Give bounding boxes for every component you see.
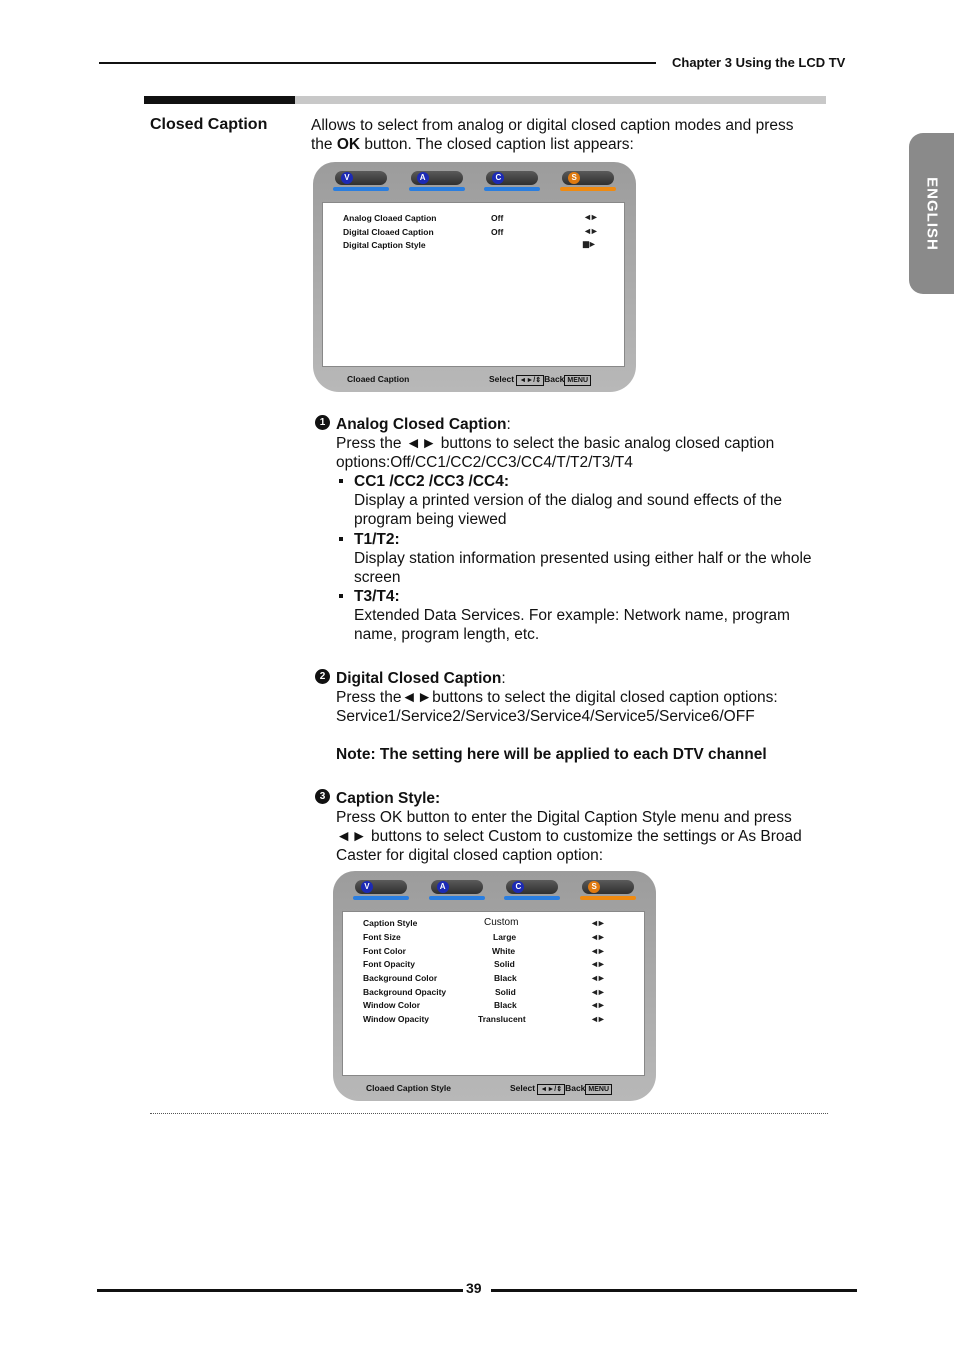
bullet: [339, 537, 343, 541]
footer-rule-right: [491, 1289, 857, 1292]
sub-item-text: Display station information presented using either half or the whole: [354, 550, 812, 567]
sub-item-title: T1/T2:: [354, 531, 400, 548]
osd-row-label: Caption Style: [363, 918, 418, 928]
item-2-heading: Digital Closed Caption:: [336, 670, 506, 687]
osd-row-value: Solid: [494, 959, 515, 969]
chapter-title: Chapter 3 Using the LCD TV: [672, 55, 846, 70]
osd-row-label: Font Opacity: [363, 959, 415, 969]
tv-icon: C: [492, 172, 504, 184]
osd-row-value: Black: [494, 973, 517, 983]
select-hint: Select: [489, 374, 515, 384]
item-number-3: 3: [315, 789, 330, 804]
osd-row-label: Digital Caption Style: [343, 240, 426, 250]
intro-text: button. The closed caption list appears:: [360, 136, 634, 153]
osd-tab-tv: [484, 169, 540, 193]
section-bar-dark: [144, 96, 295, 104]
osd-row-value: Custom: [484, 917, 519, 928]
osd-closed-caption-screen: [313, 162, 636, 392]
audio-icon: A: [417, 172, 429, 184]
bullet: [339, 479, 343, 483]
item-1-line: Press the ◄► buttons to select the basic analog closed caption: [336, 435, 775, 452]
osd-row-value: Off: [491, 227, 504, 237]
back-hint: Back: [565, 1083, 586, 1093]
sub-item-text: program being viewed: [354, 511, 507, 528]
item-1-title: Analog Closed Caption: [336, 416, 507, 433]
audio-icon: A: [437, 881, 449, 893]
sub-item-text: Extended Data Services. For example: Network name, program: [354, 607, 790, 624]
osd-tab-video: [333, 169, 389, 193]
select-hint: Select: [510, 1083, 536, 1093]
osd-tab-audio: [429, 878, 485, 902]
item-1-line: options:Off/CC1/CC2/CC3/CC4/T/T2/T3/T4: [336, 454, 633, 471]
video-icon: V: [341, 172, 353, 184]
setup-icon: S: [568, 172, 580, 184]
item-2-note: Note: The setting here will be applied to each DTV channel: [336, 746, 767, 763]
menu-key-icon: MENU: [585, 1084, 612, 1095]
item-2-line: Service1/Service2/Service3/Service4/Service5/Service6/OFF: [336, 708, 755, 725]
osd-tab-tv: [504, 878, 560, 902]
osd-panel: [342, 911, 645, 1076]
osd-row-value: Large: [493, 932, 517, 942]
left-right-arrow-icon: ◄►: [590, 973, 604, 983]
left-right-arrow-icon: ◄►: [583, 226, 597, 236]
intro-line-2: [311, 135, 826, 154]
item-number-1: 1: [315, 415, 330, 430]
item-number-2: 2: [315, 669, 330, 684]
section-label: Closed Caption: [150, 116, 268, 133]
navigation-keys-icon: ◄►/⇕: [516, 375, 544, 386]
osd-row-label: Window Opacity: [363, 1014, 430, 1024]
ok-keyword: OK: [336, 136, 361, 153]
osd-tab-bar: [323, 167, 626, 195]
bullet: [339, 594, 343, 598]
section-intro: [311, 116, 826, 154]
left-right-arrow-icon: ◄►: [590, 987, 604, 997]
osd-row-label: Font Size: [363, 932, 401, 942]
osd-panel: [322, 202, 625, 367]
sub-item-text: Display a printed version of the dialog and sound effects of the: [354, 492, 782, 509]
video-icon: V: [361, 881, 373, 893]
language-tab-label: ENGLISH: [923, 176, 940, 251]
osd-row-label: Digital Cloaed Caption: [343, 227, 434, 237]
back-hint: Back: [544, 374, 565, 384]
left-right-arrow-icon: ◄►: [590, 1000, 604, 1010]
osd-tab-setup: [580, 878, 636, 902]
section-bar-light: [295, 96, 826, 104]
header-rule: [99, 62, 656, 64]
section-divider: [150, 1113, 828, 1114]
left-right-arrow-icon: ◄►: [590, 959, 604, 969]
intro-line-1: Allows to select from analog or digital closed caption modes and press: [311, 117, 794, 134]
left-right-arrow-icon: ◄►: [590, 918, 604, 928]
osd-row-label: Background Color: [363, 973, 438, 983]
item-3-line: ◄► buttons to select Custom to customize the settings or As Broad: [336, 828, 802, 845]
item-1-heading: Analog Closed Caption:: [336, 416, 511, 433]
left-right-arrow-icon: ◄►: [590, 1014, 604, 1024]
osd-footer-title: Cloaed Caption: [347, 374, 410, 384]
osd-row-value: Black: [494, 1000, 517, 1010]
osd-footer-title: Cloaed Caption Style: [366, 1083, 452, 1093]
footer-rule-left: [97, 1289, 463, 1292]
intro-text: the: [311, 136, 337, 153]
left-right-arrow-icon: ◄►: [590, 946, 604, 956]
page-number: 39: [466, 1280, 482, 1296]
osd-tab-bar: [343, 876, 646, 904]
menu-key-icon: MENU: [564, 375, 591, 386]
osd-row-label: Background Opacity: [363, 987, 447, 997]
osd-row-label: Window Color: [363, 1000, 421, 1010]
osd-footer-hints: [510, 1083, 612, 1095]
osd-tab-audio: [409, 169, 465, 193]
sub-item-text: screen: [354, 569, 401, 586]
item-2-title: Digital Closed Caption: [336, 670, 502, 687]
osd-tab-video: [353, 878, 409, 902]
left-right-arrow-icon: ◄►: [583, 212, 597, 222]
osd-row-value: Off: [491, 213, 504, 223]
left-right-arrow-icon: ◄►: [590, 932, 604, 942]
osd-row-value: Translucent: [478, 1014, 526, 1024]
osd-row-value: White: [492, 946, 516, 956]
osd-tab-setup: [560, 169, 616, 193]
tv-icon: C: [512, 881, 524, 893]
setup-icon: S: [588, 881, 600, 893]
sub-item-title: CC1 /CC2 /CC3 /CC4:: [354, 473, 510, 490]
item-3-line: Caster for digital closed caption option:: [336, 847, 604, 864]
osd-row-label: Font Color: [363, 946, 406, 956]
language-tab: [909, 133, 954, 294]
enter-arrow-icon: ▮▮►: [582, 239, 595, 249]
item-3-line: Press OK button to enter the Digital Caption Style menu and press: [336, 809, 792, 826]
sub-item-title: T3/T4:: [354, 588, 400, 605]
navigation-keys-icon: ◄►/⇕: [537, 1084, 565, 1095]
osd-row-label: Analog Cloaed Caption: [343, 213, 437, 223]
osd-caption-style-screen: [333, 871, 656, 1101]
osd-row-value: Solid: [495, 987, 516, 997]
osd-footer-hints: [489, 374, 591, 386]
sub-item-text: name, program length, etc.: [354, 626, 540, 643]
item-2-line: Press the◄►buttons to select the digital closed caption options:: [336, 689, 778, 706]
item-3-title: Caption Style:: [336, 790, 441, 807]
